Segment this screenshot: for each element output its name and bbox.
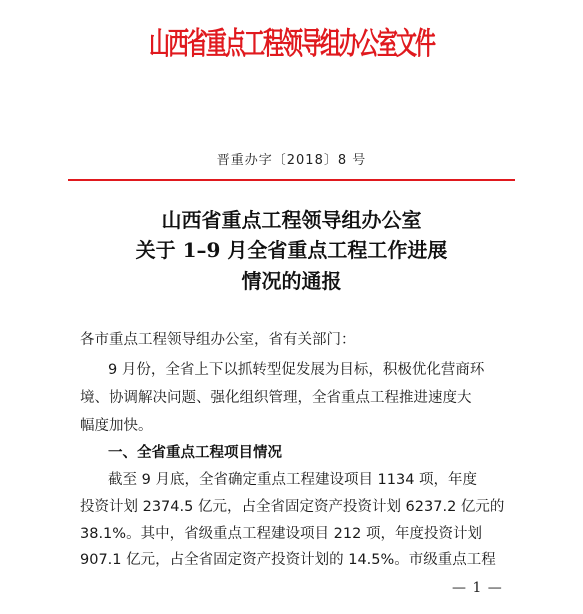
paragraph-1-line-2: 境、协调解决问题、强化组织管理，全省重点工程推进速度大 <box>80 390 472 406</box>
paragraph-2-line-2: 投资计划 2374.5 亿元，占全省固定资产投资计划 6237.2 亿元的 <box>80 499 505 515</box>
paragraph-1-line-3: 幅度加快。 <box>80 418 153 434</box>
paragraph-1-line-1: 9 月份，全省上下以抓转型促发展为目标，积极优化营商环 <box>108 362 485 378</box>
salutation: 各市重点工程领导组办公室，省有关部门： <box>80 332 356 348</box>
section-1-heading: 一、全省重点工程项目情况 <box>108 445 282 461</box>
notice-title-line-2: 关于 1–9 月全省重点工程工作进展 <box>135 238 448 262</box>
masthead-title: 山西省重点工程领导组办公室文件 <box>149 25 434 62</box>
page-number: — 1 — <box>452 580 503 596</box>
document-number: 晋重办字〔2018〕8 号 <box>216 153 367 168</box>
notice-title-line-3: 情况的通报 <box>241 269 342 293</box>
red-separator-rule <box>68 179 515 181</box>
paragraph-2-line-3: 38.1%。其中，省级重点工程建设项目 212 项，年度投资计划 <box>80 526 482 542</box>
paragraph-2-line-1: 截至 9 月底，全省确定重点工程建设项目 1134 项，年度 <box>108 472 478 488</box>
paragraph-2-line-4: 907.1 亿元，占全省固定资产投资计划的 14.5%。市级重点工程 <box>80 552 496 568</box>
notice-title-line-1: 山西省重点工程领导组办公室 <box>161 208 422 232</box>
